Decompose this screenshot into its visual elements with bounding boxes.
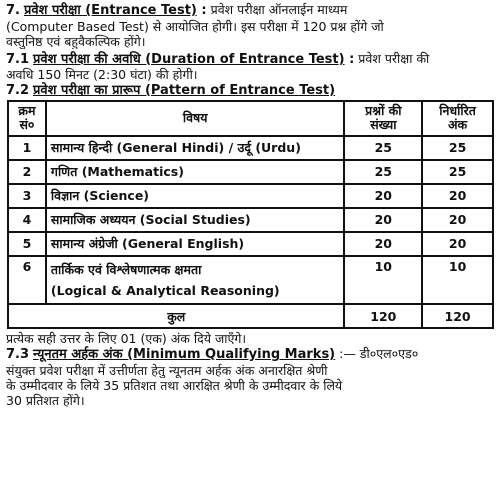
section-7-title: प्रवेश परीक्षा (Entrance Test) bbox=[23, 3, 197, 18]
row-marks: 20 bbox=[422, 208, 493, 232]
entrance-test-pattern-table bbox=[7, 100, 494, 329]
row-subject: सामाजिक अध्ययन (Social Studies) bbox=[46, 208, 345, 232]
section-7-2-number: 7.2 bbox=[6, 83, 30, 99]
section-7-3 bbox=[6, 346, 498, 408]
header-serial-number bbox=[8, 101, 46, 136]
row-marks: 20 bbox=[422, 184, 493, 208]
section-7-heading-line bbox=[6, 2, 498, 19]
row-marks: 10 bbox=[422, 256, 493, 305]
row-serial: 5 bbox=[8, 232, 46, 256]
row-questions: 20 bbox=[344, 232, 422, 256]
row-questions: 10 bbox=[344, 256, 422, 305]
section-7-text-2: (Computer Based Test) से आयोजित होगी। इस परीक्षा में 120 प्रश्न होंगे जो bbox=[6, 18, 384, 34]
row-subject: सामान्य हिन्दी (General Hindi) / उर्दू (Urdu) bbox=[46, 136, 345, 160]
section-7-3-title: न्यूनतम अर्हक अंक (Minimum Qualifying Marks) bbox=[33, 347, 336, 363]
marking-note: प्रत्येक सही उत्तर के लिए 01 (एक) अंक दिये जाएँगे। bbox=[6, 331, 247, 347]
row-marks: 25 bbox=[422, 160, 493, 184]
header-serial-line-2: सं० bbox=[19, 117, 35, 133]
row-questions: 25 bbox=[344, 136, 422, 160]
section-7-3-text-1: :— डी०एल०एड० bbox=[335, 346, 419, 362]
row-serial: 2 bbox=[8, 160, 46, 184]
row-questions: 20 bbox=[344, 184, 422, 208]
row-subject bbox=[46, 256, 345, 305]
header-marks-line-1: निर्धारित bbox=[439, 102, 476, 118]
table-row bbox=[8, 160, 493, 184]
row-subject: सामान्य अंग्रेजी (General English) bbox=[46, 232, 345, 256]
section-7-1-text-1: प्रवेश परीक्षा की bbox=[354, 50, 430, 66]
table-row bbox=[8, 136, 493, 160]
row-serial: 4 bbox=[8, 208, 46, 232]
section-7-colon: : bbox=[196, 3, 207, 18]
section-7-1 bbox=[6, 51, 498, 83]
section-7-3-text-3: के उम्मीदवार के लिये 35 प्रतिशत तथा आरक्षित श्रेणी के उम्मीदवार के लिये bbox=[6, 377, 343, 393]
total-questions: 120 bbox=[344, 304, 422, 328]
total-label: कुल bbox=[8, 304, 344, 328]
table-row bbox=[8, 232, 493, 256]
section-7-1-heading-line bbox=[6, 51, 498, 68]
section-7-1-text-2: अवधि 150 मिनट (2:30 घंटा) की होगी। bbox=[6, 67, 198, 83]
row-subject: गणित (Mathematics) bbox=[46, 160, 345, 184]
row-serial: 6 bbox=[8, 256, 46, 305]
row-subject: विज्ञान (Science) bbox=[46, 184, 345, 208]
section-7-3-text-4: 30 प्रतिशत होंगे। bbox=[6, 392, 85, 408]
header-questions-line-1: प्रश्नों की bbox=[365, 102, 402, 118]
section-7-3-number: 7.3 bbox=[6, 347, 30, 363]
row-questions: 25 bbox=[344, 160, 422, 184]
table-row bbox=[8, 256, 493, 305]
header-questions-line-2: संख्या bbox=[370, 117, 397, 133]
section-7-number: 7. bbox=[6, 3, 20, 18]
section-7-1-colon: : bbox=[344, 51, 355, 67]
section-7-text-3: वस्तुनिष्ठ एवं बहुवैकल्पिक होंगे। bbox=[6, 33, 146, 49]
header-subject: विषय bbox=[46, 101, 345, 136]
row-serial: 3 bbox=[8, 184, 46, 208]
section-7-1-title: प्रवेश परीक्षा की अवधि (Duration of Entrance Test) bbox=[33, 51, 345, 67]
total-marks: 120 bbox=[422, 304, 493, 328]
row-subject-line-1: तार्किक एवं विश्लेषणात्मक क्षमता bbox=[50, 261, 202, 277]
header-serial-line-1: क्रम bbox=[18, 102, 36, 118]
table-row bbox=[8, 208, 493, 232]
section-7-3-text-2: संयुक्त प्रवेश परीक्षा में उत्तीर्णता हेतु न्यूनतम अर्हक अंक अनारक्षित श्रेणी bbox=[6, 362, 328, 378]
header-question-count bbox=[344, 101, 422, 136]
header-marks-line-2: अंक bbox=[448, 117, 468, 133]
row-questions: 20 bbox=[344, 208, 422, 232]
section-7-text-1: प्रवेश परीक्षा ऑनलाईन माध्यम bbox=[206, 2, 348, 17]
section-7-2-heading-line bbox=[6, 82, 498, 99]
table-row bbox=[8, 184, 493, 208]
table-header-row bbox=[8, 101, 493, 136]
row-marks: 20 bbox=[422, 232, 493, 256]
row-serial: 1 bbox=[8, 136, 46, 160]
section-7-3-heading-line bbox=[6, 346, 498, 363]
section-7-1-number: 7.1 bbox=[6, 51, 30, 67]
row-subject-line-2: (Logical & Analytical Reasoning) bbox=[50, 282, 280, 298]
section-7 bbox=[6, 2, 498, 49]
section-7-2-title: प्रवेश परीक्षा का प्रारूप (Pattern of Entrance Test) bbox=[33, 83, 336, 99]
header-marks bbox=[422, 101, 493, 136]
section-7-2 bbox=[6, 82, 498, 99]
table-total-row bbox=[8, 304, 493, 328]
row-marks: 25 bbox=[422, 136, 493, 160]
